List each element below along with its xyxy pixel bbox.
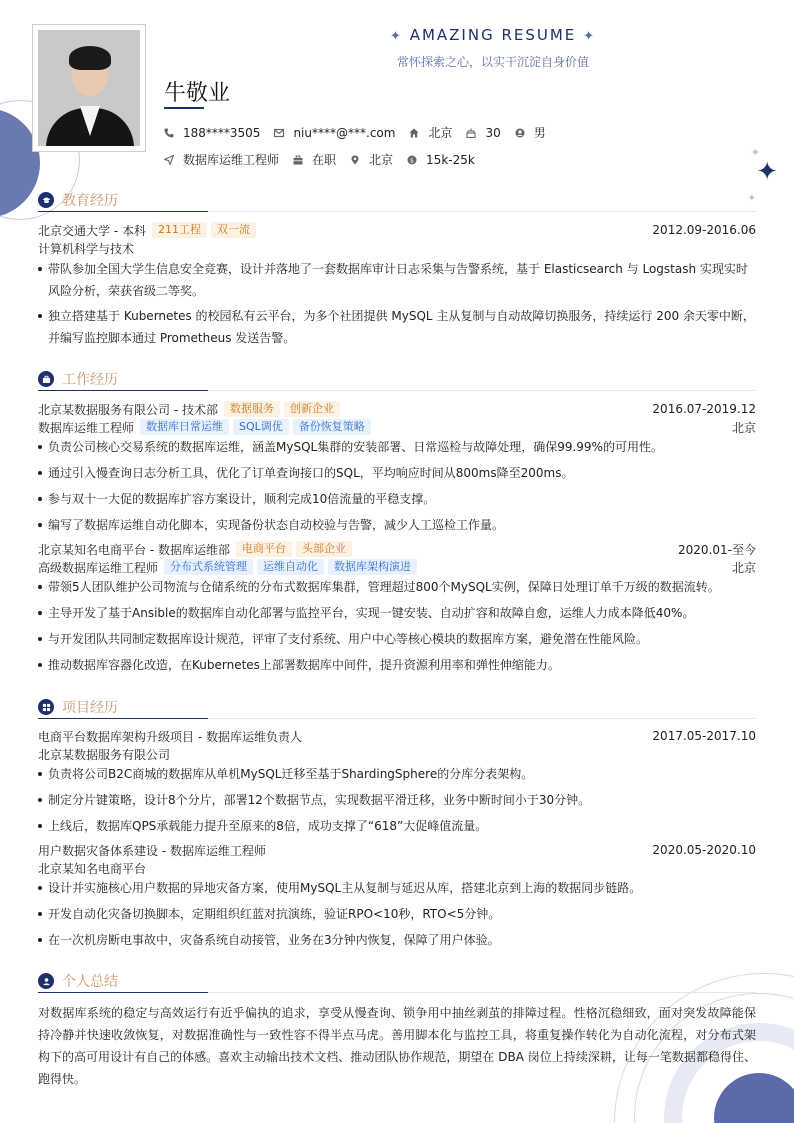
summary-text: 对数据库系统的稳定与高效运行有近乎偏执的追求，享受从慢查询、锁争用中抽丝剥茧的排障过程。性格沉稳细致，面对突发故障能保持冷静并快速收敛恢复，对数据准确性与一致性容不得半点马虎。善用脚本化与监控工具，将重复操作转化为自动化流程，对分布式架构下的高可用设计有自己的体感。喜欢主动输出技术文档、推动团队协作规范，期望在 DBA 岗位上持续深耕，让每一笔数据都稳得住、跑得快。 bbox=[38, 1006, 756, 1086]
education-major-row bbox=[38, 240, 756, 256]
resume-brand bbox=[386, 26, 600, 44]
mail-icon bbox=[274, 128, 284, 138]
section-work-header bbox=[38, 369, 756, 389]
school-tag: 双一流 bbox=[211, 222, 256, 238]
user-icon bbox=[38, 973, 54, 989]
section-divider bbox=[38, 390, 756, 391]
phone-icon bbox=[164, 128, 174, 138]
skill-tag: SQL调优 bbox=[233, 419, 289, 435]
job-role: 数据库运维工程师 bbox=[38, 420, 135, 435]
briefcase-icon bbox=[38, 371, 54, 387]
company-tag: 创新企业 bbox=[284, 401, 340, 417]
major-name: 计算机科学与技术 bbox=[38, 241, 135, 256]
work-date: 2016.07-2019.12 bbox=[652, 402, 756, 416]
age-value: 30 bbox=[485, 125, 501, 140]
work-role-row bbox=[38, 419, 756, 435]
section-divider bbox=[38, 718, 756, 719]
section-education-header bbox=[38, 190, 756, 210]
skill-tag: 数据库日常运维 bbox=[140, 419, 229, 435]
grid-icon bbox=[38, 699, 54, 715]
school-tag: 211工程 bbox=[152, 222, 207, 238]
school-name: 北京交通大学 - 本科 bbox=[38, 223, 146, 238]
company-name: 北京某数据服务有限公司 - 技术部 bbox=[38, 402, 218, 417]
candidate-name: 牛敬业 bbox=[164, 81, 231, 106]
project-bullet: 设计并实施核心用户数据的异地灾备方案，使用MySQL主从复制与延迟从库，搭建北京到上海的数据同步链路。 bbox=[38, 877, 756, 899]
work-company-row bbox=[38, 401, 756, 417]
brand-text: AMAZING RESUME bbox=[409, 26, 577, 44]
skill-tag: 数据库架构演进 bbox=[328, 559, 417, 575]
project-bullet: 制定分片键策略，设计8个分片，部署12个数据节点，实现数据平滑迁移，业务中断时间小于30分钟。 bbox=[38, 789, 756, 811]
section-title: 教育经历 bbox=[62, 193, 118, 209]
send-icon bbox=[164, 155, 174, 165]
project-date: 2017.05-2017.10 bbox=[652, 729, 756, 743]
target-city-value: 北京 bbox=[369, 153, 394, 167]
briefcase-icon bbox=[293, 155, 303, 165]
project-title: 用户数据灾备体系建设 - 数据库运维工程师 bbox=[38, 843, 266, 858]
money-icon bbox=[407, 155, 417, 165]
name-underline bbox=[164, 107, 204, 109]
salary-item bbox=[407, 153, 475, 167]
project-bullet: 上线后，数据库QPS承载能力提升至原来的8倍，成功支撑了“618”大促峰值流量。 bbox=[38, 815, 756, 837]
work-role-row bbox=[38, 559, 756, 575]
gender-icon bbox=[515, 128, 525, 138]
work-bullet: 主导开发了基于Ansible的数据库自动化部署与监控平台，实现一键安装、自动扩容和故障自愈，运维人力成本降低40%。 bbox=[38, 602, 756, 624]
email-item bbox=[274, 126, 395, 140]
education-school-row bbox=[38, 222, 756, 238]
work-location: 北京 bbox=[731, 420, 756, 435]
section-divider bbox=[38, 992, 756, 993]
city-value: 北京 bbox=[428, 126, 453, 140]
email-value: niu****@***.com bbox=[293, 125, 396, 140]
project-date: 2020.05-2020.10 bbox=[652, 843, 756, 857]
section-title: 个人总结 bbox=[62, 974, 118, 990]
phone-item bbox=[164, 126, 260, 140]
project-bullet: 负责将公司B2C商城的数据库从单机MySQL迁移至基于ShardingSphere的分库分表架构。 bbox=[38, 763, 756, 785]
section-title: 工作经历 bbox=[62, 372, 118, 388]
gender-value: 男 bbox=[533, 126, 546, 140]
section-divider bbox=[38, 211, 756, 212]
graduation-cap-icon bbox=[38, 192, 54, 208]
work-bullet: 推动数据库容器化改造，在Kubernetes上部署数据库中间件，提升资源利用率和弹性伸缩能力。 bbox=[38, 654, 756, 676]
work-bullet: 通过引入慢查询日志分析工具，优化了订单查询接口的SQL，平均响应时间从800ms降至200ms。 bbox=[38, 462, 756, 484]
status-value: 在职 bbox=[312, 153, 337, 167]
tagline: 常怀探索之心，以实干沉淀自身价值 bbox=[396, 55, 589, 69]
education-bullet: 带队参加全国大学生信息安全竞赛，设计并落地了一套数据库审计日志采集与告警系统，基于 Elasticsearch 与 Logstash 实现实时风险分析，荣获省级二等奖。 bbox=[38, 258, 756, 302]
star-icon: ✦ bbox=[750, 146, 760, 159]
phone-value: 188****3505 bbox=[183, 125, 261, 140]
project-title-row bbox=[38, 728, 756, 744]
profile-photo bbox=[32, 24, 146, 152]
gender-item bbox=[515, 124, 546, 141]
project-org-row bbox=[38, 746, 756, 762]
project-org-row bbox=[38, 860, 756, 876]
education-date: 2012.09-2016.06 bbox=[652, 223, 756, 237]
svg-text:$: $ bbox=[409, 155, 415, 164]
work-bullet: 带领5人团队维护公司物流与仓储系统的分布式数据库集群，管理超过800个MySQL实例，保障日处理订单千万级的数据流转。 bbox=[38, 576, 756, 598]
work-company-row bbox=[38, 541, 756, 557]
skill-tag: 备份恢复策略 bbox=[293, 419, 371, 435]
work-location: 北京 bbox=[731, 560, 756, 575]
education-bullet: 独立搭建基于 Kubernetes 的校园私有云平台，为多个社团提供 MySQL 主从复制与自动故障切换服务，持续运行 200 余天零中断，并编写监控脚本通过 Prometheus 发送告警。 bbox=[38, 305, 756, 349]
project-title: 电商平台数据库架构升级项目 - 数据库运维负责人 bbox=[38, 729, 302, 744]
project-bullet: 开发自动化灾备切换脚本，定期组织红蓝对抗演练，验证RPO<10秒，RTO<5分钟。 bbox=[38, 903, 756, 925]
job-intent-row bbox=[164, 151, 489, 168]
project-title-row bbox=[38, 842, 756, 858]
work-bullet: 编写了数据库运维自动化脚本，实现备份状态自动校验与告警，减少人工巡检工作量。 bbox=[38, 514, 756, 536]
job-role: 高级数据库运维工程师 bbox=[38, 560, 159, 575]
sparkle-icon: ✦ bbox=[390, 29, 403, 44]
city-item bbox=[409, 124, 452, 141]
company-tag: 数据服务 bbox=[224, 401, 280, 417]
salary-value: 15k-25k bbox=[426, 152, 475, 167]
sparkle-icon: ✦ bbox=[583, 29, 596, 44]
section-projects-header bbox=[38, 697, 756, 717]
company-name: 北京某知名电商平台 - 数据库运维部 bbox=[38, 542, 230, 557]
job-title-item bbox=[164, 151, 279, 168]
section-title: 项目经历 bbox=[62, 700, 118, 716]
company-tag: 电商平台 bbox=[236, 541, 292, 557]
age-item bbox=[466, 126, 500, 140]
star-icon: ✦ bbox=[756, 157, 778, 187]
skill-tag: 运维自动化 bbox=[257, 559, 324, 575]
contact-row bbox=[164, 124, 560, 141]
birthday-cake-icon bbox=[466, 128, 476, 138]
project-bullet: 在一次机房断电事故中，灾备系统自动接管，业务在3分钟内恢复，保障了用户体验。 bbox=[38, 929, 756, 951]
project-org: 北京某数据服务有限公司 bbox=[38, 747, 171, 762]
star-icon: ✦ bbox=[747, 193, 756, 204]
location-pin-icon bbox=[350, 155, 360, 165]
project-org: 北京某知名电商平台 bbox=[38, 861, 147, 876]
section-summary-header bbox=[38, 971, 756, 991]
job-title-value: 数据库运维工程师 bbox=[183, 153, 280, 167]
target-city-item bbox=[350, 151, 393, 168]
skill-tag: 分布式系统管理 bbox=[164, 559, 253, 575]
work-date: 2020.01-至今 bbox=[678, 542, 756, 557]
work-bullet: 与开发团队共同制定数据库设计规范，评审了支付系统、用户中心等核心模块的数据库方案，避免潜在性能风险。 bbox=[38, 628, 756, 650]
home-icon bbox=[409, 128, 419, 138]
work-bullet: 负责公司核心交易系统的数据库运维，涵盖MySQL集群的安装部署、日常巡检与故障处理，确保99.99%的可用性。 bbox=[38, 436, 756, 458]
company-tag: 头部企业 bbox=[296, 541, 352, 557]
status-item bbox=[293, 151, 336, 168]
work-bullet: 参与双十一大促的数据库扩容方案设计，顺利完成10倍流量的平稳支撑。 bbox=[38, 488, 756, 510]
